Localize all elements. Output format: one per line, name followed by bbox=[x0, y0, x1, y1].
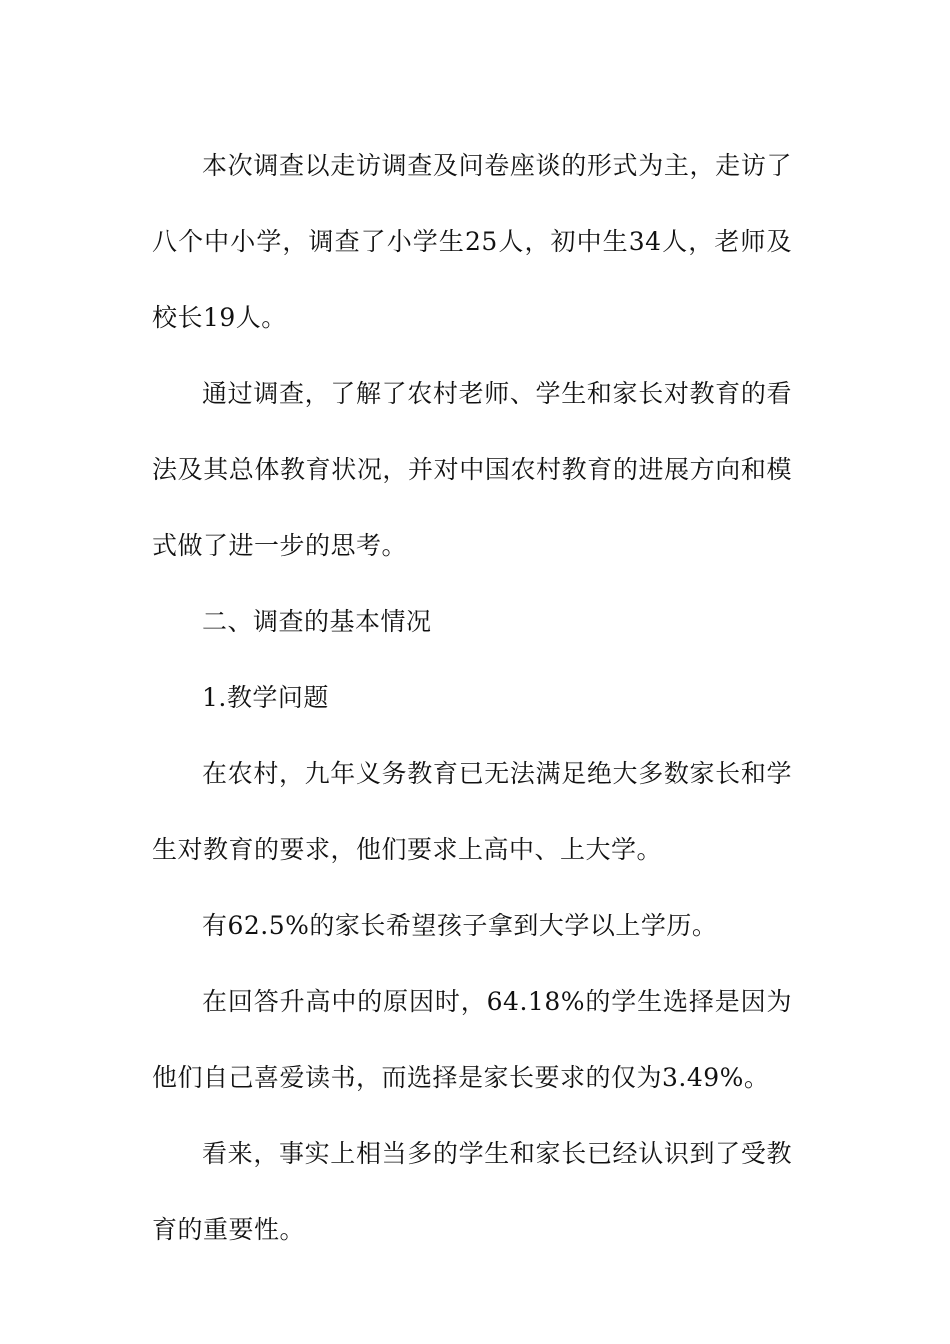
paragraph-parent-expectation: 有62.5%的家长希望孩子拿到大学以上学历。 bbox=[202, 911, 718, 940]
paragraph-survey-method: 本次调查以走访调查及问卷座谈的形式为主，走访了八个中小学，调查了小学生25人，初中生34人，老师及校长19人。 bbox=[152, 151, 792, 332]
subsection-heading-teaching-issues: 1.教学问题 bbox=[202, 683, 329, 712]
section-heading-basic-situation: 二、调查的基本情况 bbox=[202, 607, 432, 636]
paragraph-education-demand: 在农村，九年义务教育已无法满足绝大多数家长和学生对教育的要求，他们要求上高中、上大学。 bbox=[152, 759, 792, 864]
document-body bbox=[152, 128, 792, 1268]
paragraph-conclusion: 看来，事实上相当多的学生和家长已经认识到了受教育的重要性。 bbox=[152, 1139, 792, 1244]
paragraph-survey-purpose: 通过调查，了解了农村老师、学生和家长对教育的看法及其总体教育状况，并对中国农村教育的进展方向和模式做了进一步的思考。 bbox=[152, 379, 792, 560]
paragraph-high-school-reasons: 在回答升高中的原因时，64.18%的学生选择是因为他们自己喜爱读书，而选择是家长要求的仅为3.49%。 bbox=[152, 987, 792, 1092]
